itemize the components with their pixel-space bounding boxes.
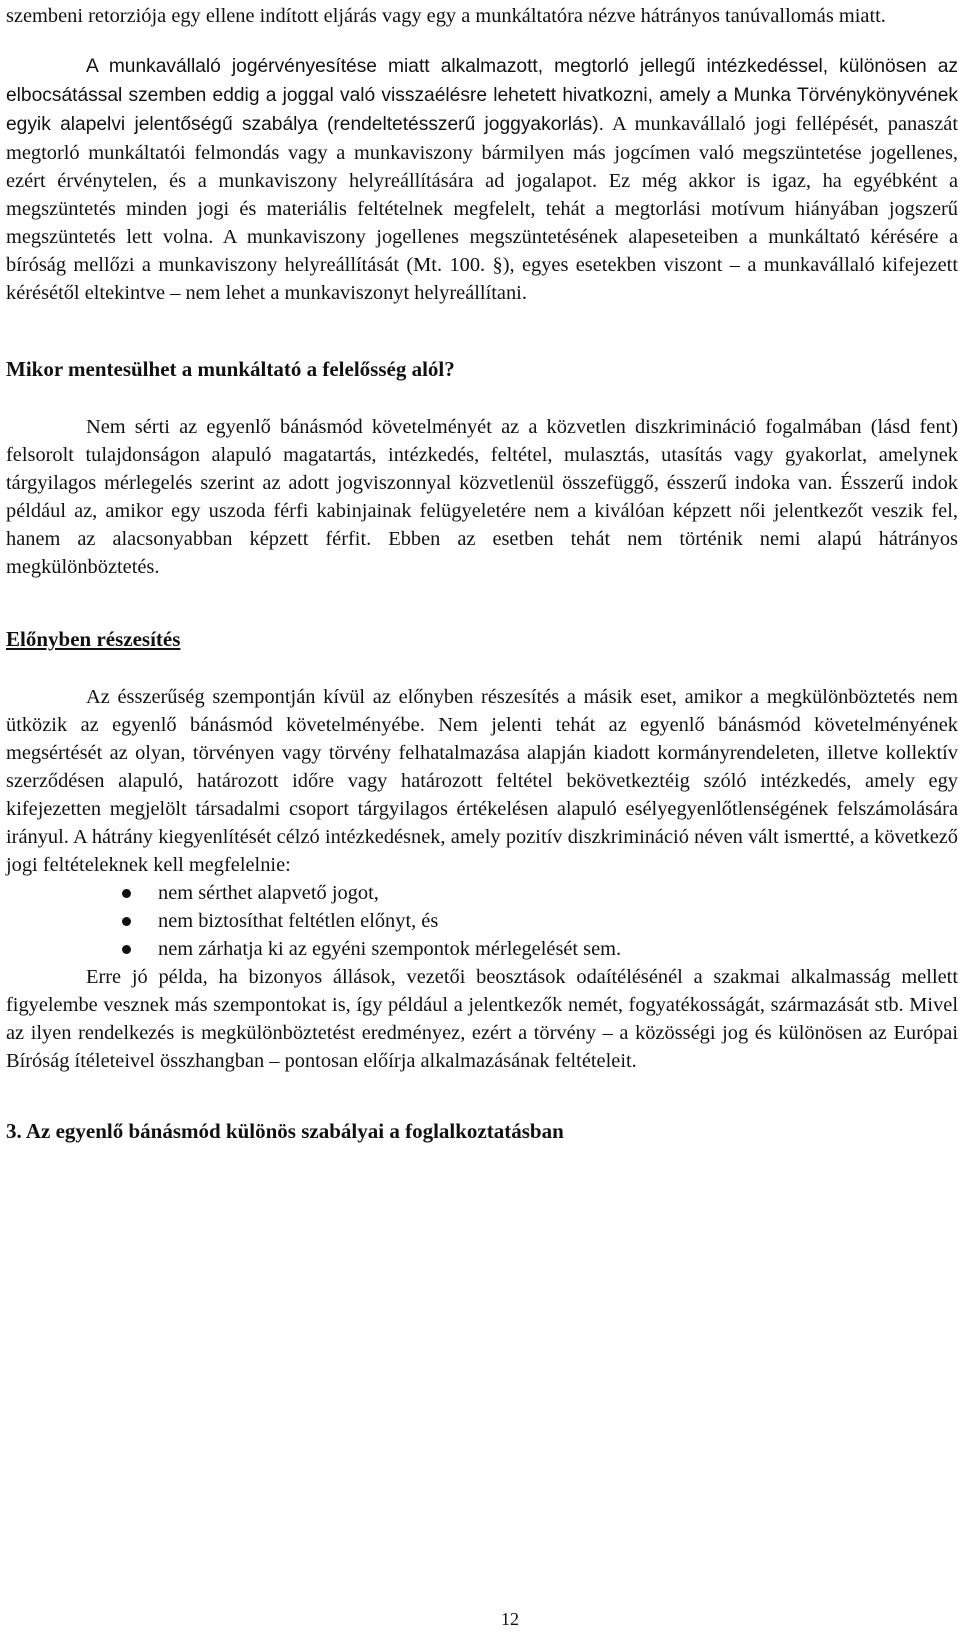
list-item: nem zárhatja ki az egyéni szempontok mérlegelését sem. — [6, 935, 958, 963]
paragraph-positive-discrimination: Az ésszerűség szempontján kívül az előnyben részesítés a másik eset, amikor a megkülönböztetés nem ütközik az egyenlő bánásmód követelményébe. Nem jelenti tehát az egyenlő bánásmód követelményének megsértését az olyan, törvényen vagy törvény felhatalmazása alapján kiadott kormányrendeleten, illetve kollektív szerződésen alapuló, határozott időre vagy határozott feltétel bekövetkeztéig szóló intézkedés, amely egy kifejezetten megjelölt társadalmi csoport tárgyilagos értékelésen alapuló esélyegyenlőtlenségének felszámolására irányul. A hátrány kiegyenlítését célzó intézkedésnek, amely pozitív diszkrimináció néven vált ismertté, a következő jogi feltételeknek kell megfelelnie: — [6, 686, 958, 876]
bullet-icon — [122, 917, 131, 926]
section-heading-exemption: Mikor mentesülhet a munkáltató a felelősség alól? — [6, 357, 455, 381]
paragraph-continuation: szembeni retorziója egy ellene indított eljárás vagy egy a munkáltatóra nézve hátrányos tanúvallomás miatt. — [6, 5, 886, 27]
conditions-list — [6, 879, 958, 963]
section-heading-preference: Előnyben részesítés — [6, 627, 181, 651]
paragraph-reasonable-grounds: Nem sérti az egyenlő bánásmód követelményét az a közvetlen diszkrimináció fogalmában (lásd fent) felsorolt tulajdonságon alapuló magatartás, intézkedés, feltétel, mulasztás, utasítás vagy gyakorlat, amelynek tárgyilagos mérlegelés szerint az adott jogviszonnyal közvetlenül összefüggő, ésszerű indoka van. Ésszerű indok például az, amikor egy uszoda férfi kabinjainak felügyeletére nem a kiválóan képzett női jelentkezőt veszik fel, hanem az alacsonyabban képzett férfit. Ebben az esetben tehát nem történik nemi alapú hátrányos megkülönböztetés. — [6, 416, 958, 578]
list-item: nem biztosíthat feltétlen előnyt, és — [6, 907, 958, 935]
section-heading-special-rules: 3. Az egyenlő bánásmód különös szabályai a foglalkoztatásban — [6, 1119, 564, 1143]
page-content — [6, 2, 958, 1145]
paragraph-retaliation-serif-run: A munkavállaló jogi fellépését, panaszát megtorló munkáltatói felmondás vagy a munkaviszony bármilyen más jogcímen való megszüntetése jogellenes, ezért érvénytelen, és a munkaviszony helyreállítására ad jogalapot. Ez még akkor is igaz, ha egyébként a megszüntetés minden jogi és materiális feltételnek megfelelt, tehát a megtorlási motívum hiányában jogszerű megszüntetés lett volna. A munkaviszony jogellenes megszüntetésének alapeseteiben a munkáltató kérésére a bíróság mellőzi a munkaviszony helyreállítását (Mt. 100. §), egyes esetekben viszont – a munkavállaló kifejezett kérésétől eltekintve – nem lehet a munkaviszonyt helyreállítani. — [6, 113, 958, 304]
bullet-icon — [122, 945, 131, 954]
list-item: nem sérthet alapvető jogot, — [6, 879, 958, 907]
paragraph-retaliation-sans-run: A munkavállaló jogérvényesítése miatt alkalmazott, megtorló jellegű intézkedéssel, különösen az elbocsátással szemben eddig a joggal való visszaélésre lehetett hivatkozni, amely a Munka Törvénykönyvének egyik alapelvi jelentőségű szabálya (rendeltetésszerű joggyakorlás). — [6, 56, 958, 135]
paragraph-retaliation — [6, 52, 958, 307]
page-number: 12 — [501, 1609, 519, 1629]
paragraph-example: Erre jó példa, ha bizonyos állások, vezetői beosztások odaítélésénél a szakmai alkalmasság mellett figyelembe vesznek más szempontokat is, így például a jelentkezők nemét, fogyatékosságát, származását stb. Mivel az ilyen rendelkezés is megkülönböztetést eredményez, ezért a törvény – a közösségi jog és különösen az Európai Bíróság ítéleteivel összhangban – pontosan előírja alkalmazásának feltételeit. — [6, 966, 958, 1072]
bullet-icon — [122, 889, 131, 898]
